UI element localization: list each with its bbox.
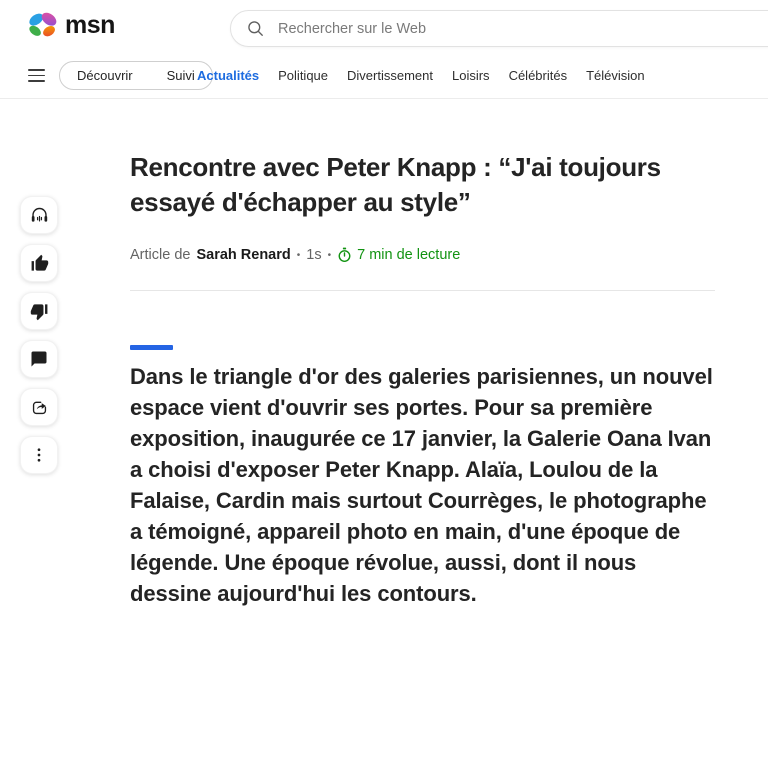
comment-icon	[30, 350, 48, 368]
action-rail	[20, 196, 58, 474]
headphones-icon	[29, 205, 50, 226]
author-link[interactable]: Sarah Renard	[196, 247, 291, 263]
search-input[interactable]	[278, 21, 768, 37]
thumbs-down-icon	[30, 302, 49, 321]
tab-politique[interactable]: Politique	[278, 68, 329, 83]
share-button[interactable]	[20, 388, 58, 426]
header-divider	[0, 98, 768, 99]
msn-logo-text: msn	[65, 10, 115, 39]
comments-button[interactable]	[20, 340, 58, 378]
byline-separator: •	[327, 249, 332, 261]
article-title: Rencontre avec Peter Knapp : “J'ai toujours essayé d'échapper au style”	[130, 152, 661, 217]
tab-loisirs[interactable]: Loisirs	[451, 68, 490, 83]
article-body: Dans le triangle d'or des galeries parisiennes, un nouvel espace vient d'ouvrir ses portes. Pour sa première exposition, inaugurée ce 17 janvier, la Galerie Oana Ivan a choisi d'exposer Peter Knapp. Alaïa, Loulou de la Falaise, Cardin mais surtout Courrèges, le photographe a témoigné, appareil photo en main, d'une époque de légende. Une époque révolue, aussi, dont il nous dessine aujourd'hui les contours.	[130, 364, 713, 606]
tab-actualites[interactable]: Actualités	[197, 68, 260, 83]
tab-television[interactable]: Télévision	[586, 68, 645, 83]
search-icon	[246, 19, 265, 38]
menu-icon[interactable]	[28, 69, 45, 82]
search-bar[interactable]	[230, 10, 768, 47]
thumbs-up-button[interactable]	[20, 244, 58, 282]
read-time-label: 7 min de lecture	[357, 247, 461, 263]
byline-prefix: Article de	[130, 247, 191, 263]
tab-divertissement[interactable]: Divertissement	[347, 68, 433, 83]
more-options-button[interactable]	[20, 436, 58, 474]
msn-butterfly-icon	[27, 9, 61, 41]
paragraph-accent-bar	[130, 345, 173, 350]
feed-toggle	[59, 61, 213, 90]
following-button[interactable]: Suivi	[150, 62, 212, 89]
vertical-dots-icon	[30, 446, 48, 464]
article-divider	[130, 290, 715, 291]
share-icon	[30, 398, 49, 417]
thumbs-up-icon	[30, 254, 49, 273]
tab-celebrites[interactable]: Célébrités	[508, 68, 568, 83]
discover-button[interactable]: Découvrir	[60, 62, 150, 89]
listen-button[interactable]	[20, 196, 58, 234]
msn-home-link[interactable]	[27, 9, 115, 41]
byline-separator: •	[296, 249, 301, 261]
article	[130, 150, 730, 606]
stopwatch-icon	[337, 247, 352, 263]
read-time	[337, 247, 460, 263]
thumbs-down-button[interactable]	[20, 292, 58, 330]
article-age: 1s	[306, 247, 322, 263]
byline	[130, 247, 460, 263]
category-tabs	[197, 61, 645, 90]
